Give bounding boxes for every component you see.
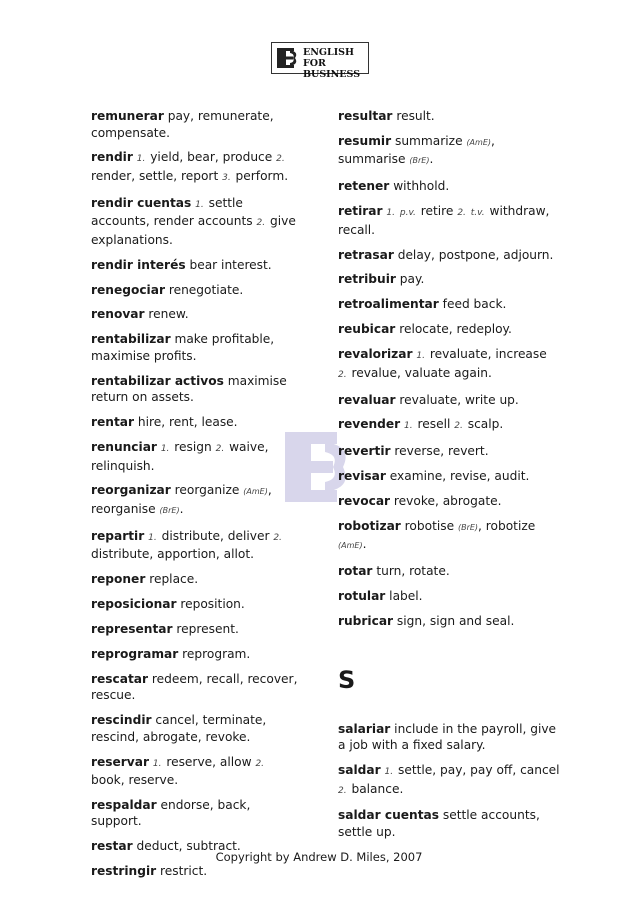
- dictionary-entry: [91, 108, 301, 141]
- left-column: [91, 108, 301, 888]
- sense-number: 2.: [256, 218, 266, 229]
- headword: resultar: [338, 109, 393, 123]
- headword: reposicionar: [91, 597, 177, 612]
- dictionary-entry: [338, 321, 560, 338]
- dictionary-entry: [91, 482, 301, 519]
- dictionary-entry: [338, 443, 560, 460]
- dictionary-entry: [91, 863, 301, 880]
- headword: revocar: [338, 494, 391, 509]
- sense-number: 2.: [338, 785, 347, 796]
- definition-text: .: [429, 152, 434, 167]
- dictionary-entry: [91, 149, 301, 186]
- usage-label: (BrE): [159, 505, 180, 515]
- definition-text: resell: [413, 417, 455, 432]
- dictionary-entry: [91, 797, 301, 830]
- headword: rescatar: [91, 671, 149, 686]
- headword: rotular: [338, 589, 386, 604]
- sense-number: 2.: [276, 154, 285, 165]
- definition-text: balance.: [347, 781, 404, 796]
- headword: reponer: [91, 572, 146, 587]
- definition-text: robotise: [400, 518, 458, 533]
- headword: rentar: [91, 415, 135, 430]
- dictionary-entry: [338, 271, 560, 288]
- usage-label: (BrE): [409, 156, 430, 166]
- definition-text: , robotize: [478, 518, 536, 533]
- section-letter-heading: S: [338, 665, 356, 694]
- logo-text: [303, 47, 368, 80]
- definition-text: .: [179, 501, 184, 516]
- headword: remunerar: [91, 109, 164, 123]
- headword: saldar cuentas: [338, 808, 440, 823]
- dictionary-entry: [91, 439, 301, 474]
- headword: revalorizar: [338, 347, 413, 362]
- definition-text: render, settle, report: [91, 168, 223, 183]
- logo: [271, 42, 369, 80]
- headword: rendir interés: [91, 257, 186, 272]
- definition-text: restrict.: [156, 864, 208, 879]
- dictionary-entry: [338, 108, 560, 125]
- dictionary-entry: [91, 373, 301, 406]
- copyright-footer: Copyright by Andrew D. Miles, 2007: [215, 850, 423, 864]
- r-entries: [338, 108, 560, 630]
- dictionary-entry: [338, 613, 560, 630]
- sense-number: 2.: [215, 444, 225, 455]
- definition-text: turn, rotate.: [372, 564, 450, 579]
- dictionary-entry: [91, 712, 301, 745]
- dictionary-entry: [338, 133, 560, 170]
- headword: revertir: [338, 444, 391, 459]
- definition-text: feed back.: [438, 297, 507, 312]
- dictionary-entry: [338, 178, 560, 195]
- headword: renunciar: [91, 440, 157, 455]
- headword: retrasar: [338, 247, 394, 262]
- definition-text: reposition.: [176, 597, 245, 612]
- headword: retirar: [338, 204, 383, 219]
- dictionary-entry: [338, 247, 560, 264]
- headword: rescindir: [91, 713, 152, 728]
- dictionary-entry: [91, 195, 301, 249]
- headword: renovar: [91, 307, 145, 322]
- dictionary-entry: [338, 468, 560, 485]
- logo-mark-icon: [276, 46, 300, 70]
- definition-text: give explanations.: [91, 214, 296, 247]
- definition-text: revaluate, write up.: [395, 392, 519, 407]
- definition-text: settle accounts, settle up.: [338, 808, 540, 839]
- headword: renegociar: [91, 282, 165, 297]
- sense-number: 1.: [384, 767, 394, 778]
- definition-text: settle accounts, render accounts: [91, 195, 257, 229]
- headword: saldar: [338, 763, 381, 778]
- headword: revender: [338, 417, 401, 432]
- dictionary-entry: [338, 203, 560, 238]
- headword: revaluar: [338, 392, 396, 407]
- sense-number: 1.: [404, 421, 413, 432]
- dictionary-entry: [338, 392, 560, 409]
- definition-text: .: [362, 537, 367, 552]
- definition-text: replace.: [145, 572, 199, 587]
- definition-text: reorganize: [170, 483, 244, 498]
- dictionary-entry: [338, 346, 560, 383]
- headword: rendir cuentas: [91, 195, 192, 210]
- dictionary-entry: [338, 416, 560, 435]
- dictionary-entry: [91, 646, 301, 663]
- definition-text: distribute, deliver: [157, 528, 274, 543]
- dictionary-entry: [91, 621, 301, 638]
- headword: restar: [91, 839, 133, 854]
- definition-text: bear interest.: [185, 257, 272, 272]
- sense-number: 1.: [148, 532, 157, 543]
- dictionary-entry: [338, 296, 560, 313]
- usage-label: (AmE): [466, 137, 491, 147]
- headword: respaldar: [91, 797, 157, 812]
- headword: reprogramar: [91, 646, 179, 661]
- definition-text: pay.: [395, 272, 425, 287]
- definition-text: waive, relinquish.: [91, 440, 269, 473]
- definition-text: deduct, subtract.: [132, 839, 241, 854]
- usage-label: (AmE): [338, 541, 363, 551]
- logo-line-1: ENGLISH: [303, 47, 354, 58]
- definition-text: renegotiate.: [164, 282, 244, 297]
- headword: rentabilizar activos: [91, 373, 224, 388]
- s-entries: [338, 721, 560, 841]
- definition-text: reprogram.: [178, 646, 251, 661]
- definition-text: reserve, allow: [162, 754, 256, 769]
- definition-text: perform.: [231, 168, 289, 183]
- definition-text: , summarise: [338, 133, 495, 167]
- headword: rendir: [91, 150, 133, 165]
- definition-text: , reorganise: [91, 483, 272, 516]
- sense-number: 1.: [386, 208, 395, 219]
- dictionary-entry: [91, 528, 301, 563]
- sense-number: 1.: [195, 199, 204, 210]
- definition-text: renew.: [144, 307, 189, 322]
- headword: retener: [338, 179, 390, 194]
- headword: representar: [91, 621, 173, 636]
- usage-label: (AmE): [243, 487, 268, 497]
- headword: rentabilizar: [91, 332, 171, 347]
- definition-text: reverse, revert.: [390, 444, 489, 459]
- dictionary-entry: [338, 807, 560, 840]
- sense-number: t.v.: [470, 208, 485, 219]
- definition-text: redeem, recall, recover, rescue.: [91, 671, 298, 703]
- headword: revisar: [338, 469, 386, 484]
- sense-number: p.v.: [399, 208, 416, 219]
- definition-text: revalue, valuate again.: [347, 365, 492, 380]
- definition-text: revoke, abrogate.: [390, 494, 502, 509]
- headword: rotar: [338, 564, 373, 579]
- dictionary-entry: [338, 721, 560, 754]
- dictionary-entry: [338, 518, 560, 555]
- definition-text: book, reserve.: [91, 773, 179, 788]
- sense-number: 2.: [338, 369, 347, 380]
- dictionary-entry: [91, 282, 301, 299]
- definition-text: examine, revise, audit.: [385, 469, 530, 484]
- definition-text: include in the payroll, give a job with a fixed salary.: [338, 721, 557, 753]
- headword: repartir: [91, 528, 145, 543]
- sense-number: 2.: [255, 758, 265, 769]
- definition-text: summarize: [391, 133, 467, 148]
- right-column: [338, 108, 560, 849]
- definition-text: withdraw, recall.: [338, 204, 550, 237]
- headword: robotizar: [338, 518, 401, 533]
- dictionary-entry: [91, 414, 301, 431]
- definition-text: withhold.: [389, 179, 450, 194]
- dictionary-entry: [338, 762, 560, 799]
- definition-text: [381, 763, 385, 777]
- definition-text: yield, bear, produce: [146, 150, 277, 165]
- definition-text: settle, pay, pay off, cancel: [394, 763, 560, 778]
- dictionary-entry: [91, 257, 301, 274]
- sense-number: 1.: [160, 444, 170, 455]
- dictionary-entry: [91, 754, 301, 789]
- dictionary-entry: [91, 596, 301, 613]
- dictionary-entry: [338, 563, 560, 580]
- sense-number: 1.: [416, 351, 425, 362]
- definition-text: sign, sign and seal.: [393, 614, 515, 629]
- dictionary-entry: [338, 493, 560, 510]
- definition-text: endorse, back, support.: [91, 797, 251, 829]
- sense-number: 2.: [457, 208, 466, 219]
- definition-text: distribute, apportion, allot.: [91, 547, 254, 562]
- headword: reservar: [91, 754, 149, 769]
- definition-text: pay, remunerate, compensate.: [91, 109, 274, 140]
- logo-line-2: FOR BUSINESS: [303, 58, 361, 80]
- sense-number: 1.: [152, 758, 162, 769]
- sense-number: 2.: [273, 532, 282, 543]
- definition-text: represent.: [172, 621, 239, 636]
- definition-text: hire, rent, lease.: [134, 415, 238, 430]
- definition-text: revaluate, increase: [425, 347, 547, 362]
- definition-text: label.: [385, 589, 423, 604]
- definition-text: resign: [170, 440, 216, 455]
- headword: reubicar: [338, 322, 396, 337]
- headword: reorganizar: [91, 483, 171, 498]
- definition-text: retire: [416, 204, 458, 219]
- sense-number: 3.: [222, 172, 231, 183]
- dictionary-entry: [91, 306, 301, 323]
- headword: restringir: [91, 864, 157, 879]
- headword: salariar: [338, 721, 391, 736]
- definition-text: cancel, terminate, rescind, abrogate, revoke.: [91, 713, 267, 744]
- dictionary-entry: [338, 588, 560, 605]
- dictionary-entry: [91, 671, 301, 704]
- definition-text: result.: [392, 109, 435, 123]
- sense-number: 2.: [454, 421, 463, 432]
- dictionary-entry: [91, 331, 301, 364]
- definition-text: relocate, redeploy.: [395, 322, 512, 337]
- definition-text: scalp.: [463, 417, 504, 432]
- dictionary-entry: [91, 571, 301, 588]
- headword: retroalimentar: [338, 297, 439, 312]
- headword: rubricar: [338, 614, 394, 629]
- headword: retribuir: [338, 272, 396, 287]
- definition-text: make profitable, maximise profits.: [91, 332, 275, 363]
- definition-text: delay, postpone, adjourn.: [393, 247, 554, 262]
- headword: resumir: [338, 133, 392, 148]
- definition-text: maximise return on assets.: [91, 373, 287, 405]
- sense-number: 1.: [136, 154, 146, 165]
- usage-label: (BrE): [457, 522, 479, 532]
